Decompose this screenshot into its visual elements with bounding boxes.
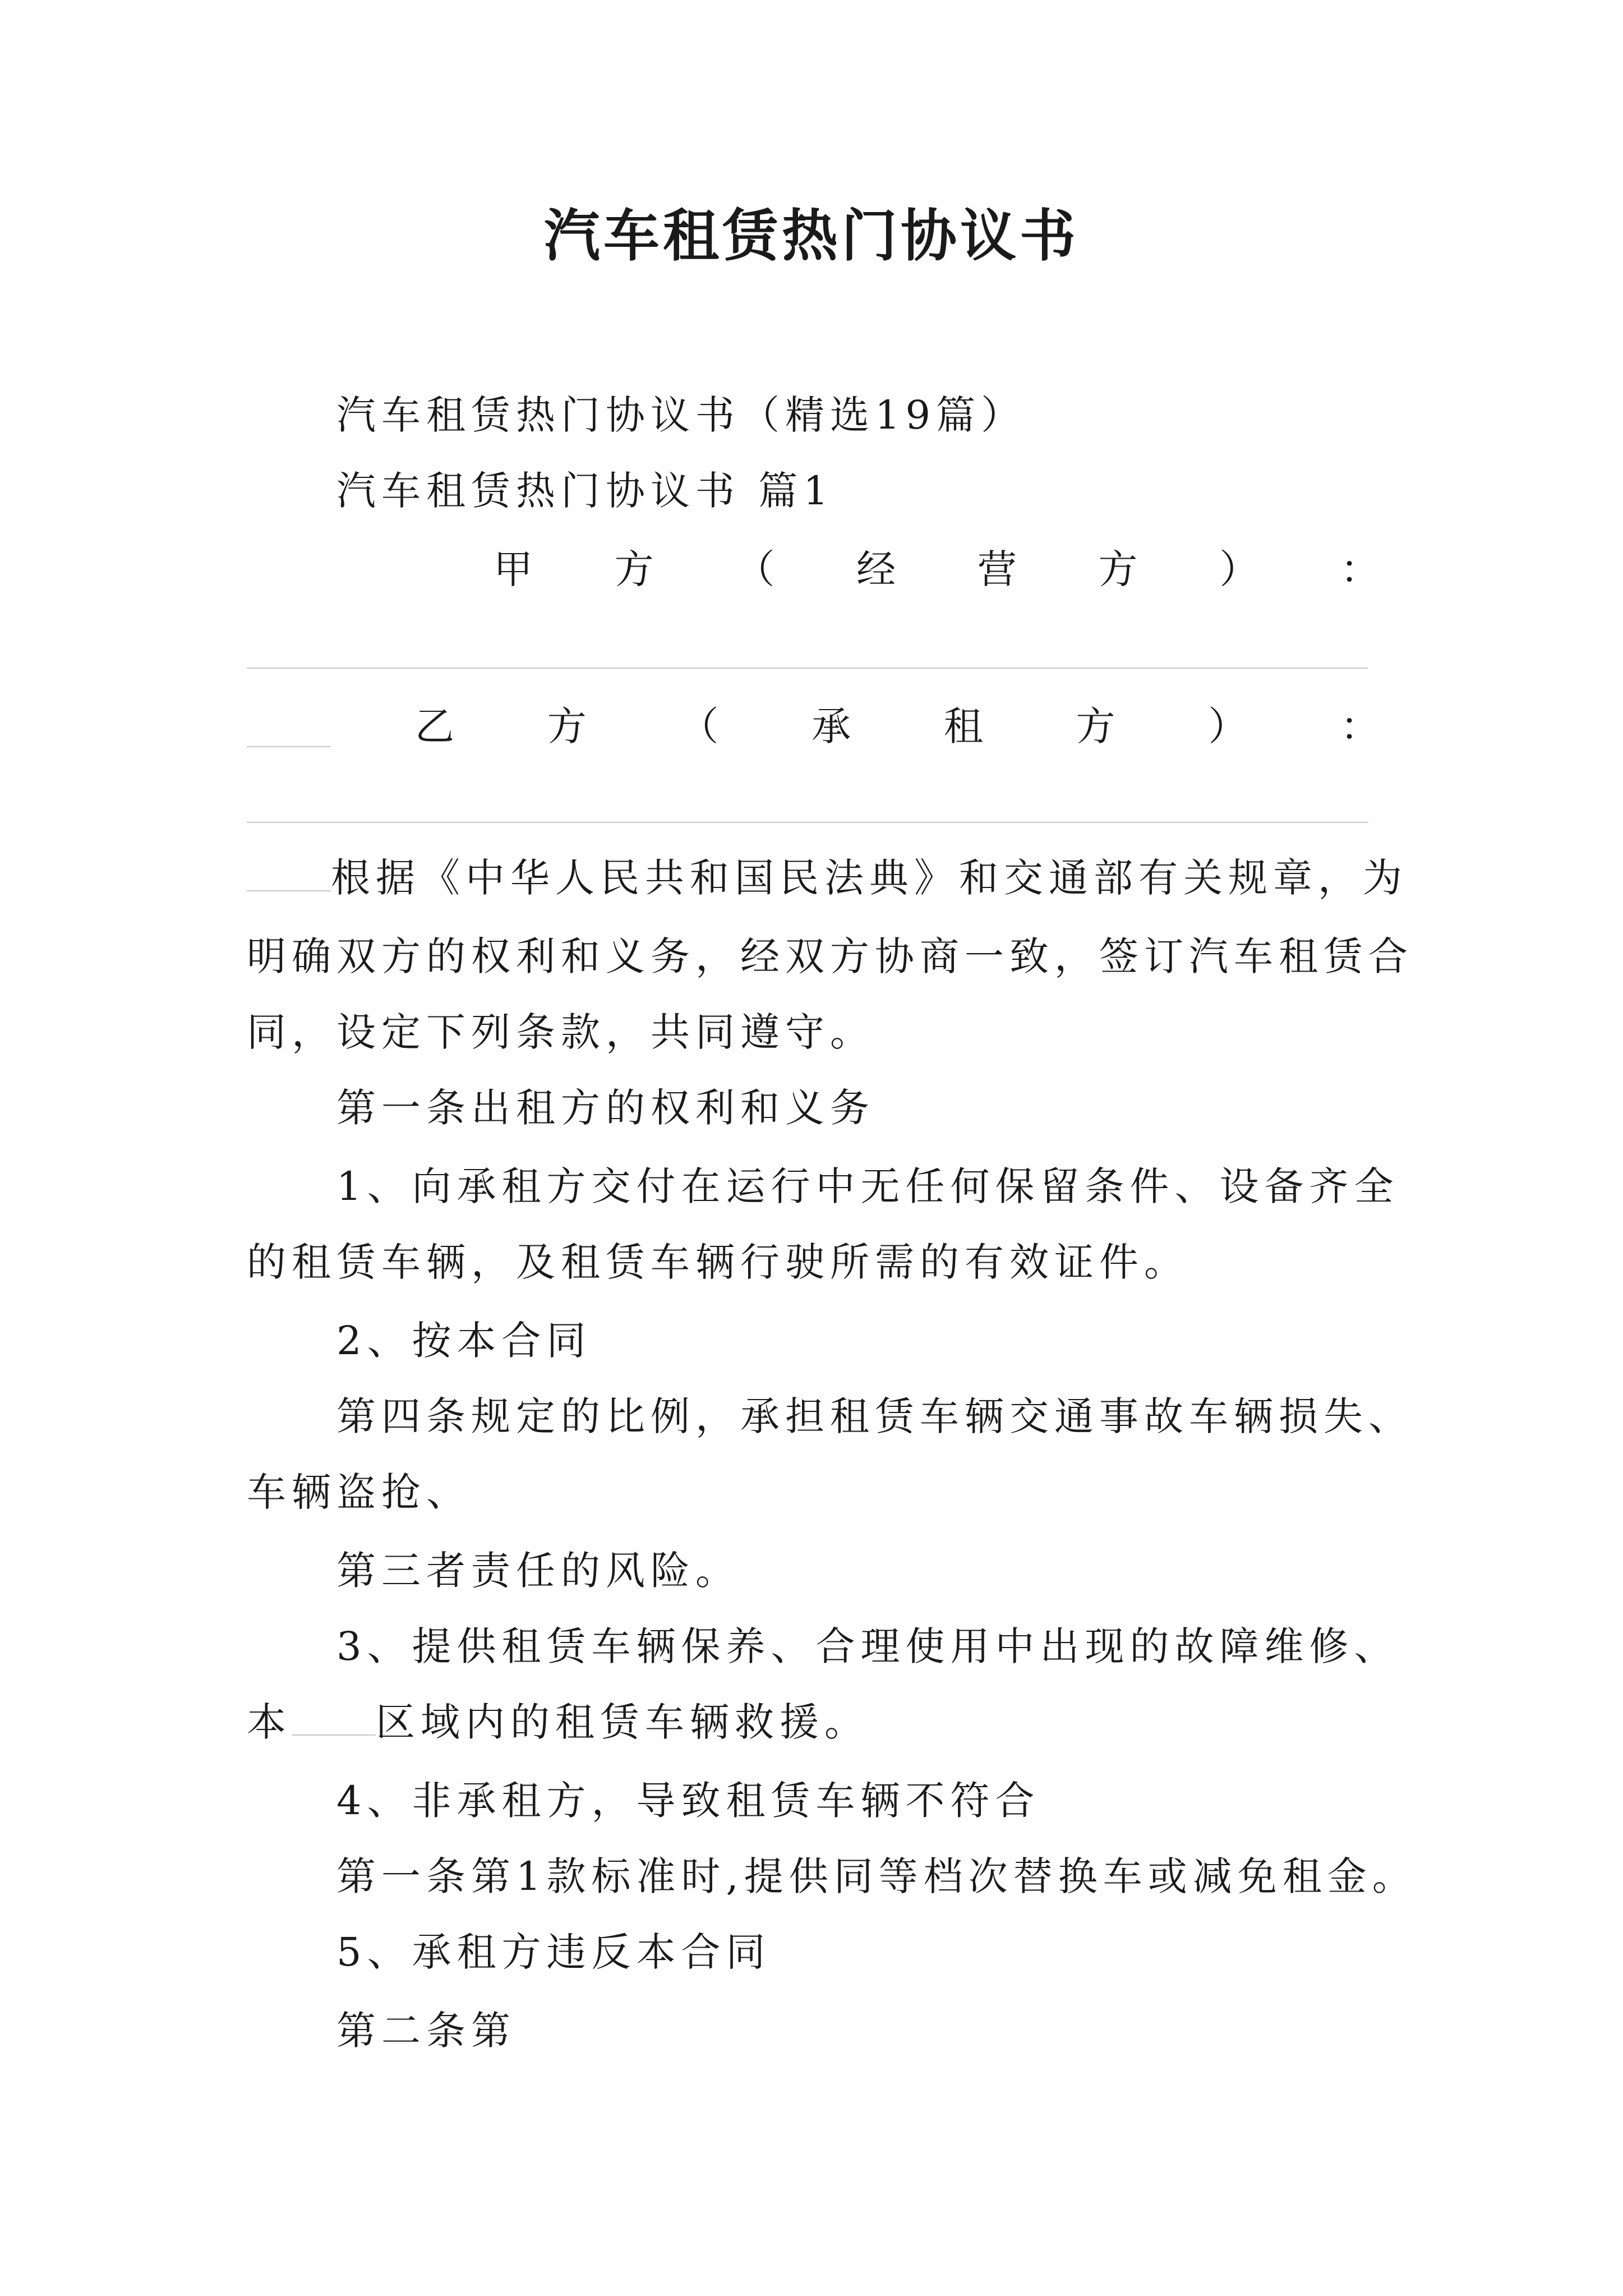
party-b-line <box>415 698 1380 754</box>
item-4-line: 第一条第1款标准时,提供同等档次替换车或减免租金。 <box>336 1853 1417 1899</box>
item-2-line: 第四条规定的比例，承担租赁车辆交通事故车辆损失、 <box>336 1393 1413 1439</box>
party-b-blank-rule <box>247 822 1368 823</box>
party-a-char: ） <box>1219 546 1259 592</box>
party-b-char: 租 <box>943 703 983 749</box>
item-1-line: 1、向承租方交付在运行中无任何保留条件、设备齐全 <box>336 1163 1399 1209</box>
intro-text: 根据《中华人民共和国民法典》和交通部有关规章，为 <box>331 855 1408 901</box>
item-3-blank <box>292 1700 376 1736</box>
item-2-line: 第三者责任的风险。 <box>336 1548 740 1594</box>
party-b-char: ： <box>1340 703 1380 749</box>
intro-paragraph-line <box>247 850 1408 906</box>
intro-paragraph-line: 同，设定下列条款，共同遵守。 <box>247 1009 875 1055</box>
item-1-line: 的租赁车辆，及租赁车辆行驶所需的有效证件。 <box>247 1239 1189 1285</box>
item-2-line: 车辆盗抢、 <box>247 1469 471 1515</box>
party-a-char: 方 <box>614 546 654 592</box>
document-subtitle: 汽车租赁热门协议书（精选19篇） <box>336 392 1026 438</box>
party-a-char: 经 <box>856 546 896 592</box>
intro-blank <box>247 855 331 891</box>
item-5-line: 5、承租方违反本合同 <box>336 1929 771 1975</box>
item-2-line: 2、按本合同 <box>336 1318 592 1364</box>
section-heading: 汽车租赁热门协议书 篇1 <box>336 468 834 514</box>
party-b-char: （ <box>679 703 719 749</box>
party-b-char: ） <box>1208 703 1248 749</box>
item-3-text: 本 <box>247 1699 292 1745</box>
party-b-char: 方 <box>1076 703 1115 749</box>
party-b-leading-rule <box>247 746 331 747</box>
document-title: 汽车租赁热门协议书 <box>544 203 1079 269</box>
party-b-char: 乙 <box>415 703 454 749</box>
item-4-line: 4、非承租方，导致租赁车辆不符合 <box>336 1778 1040 1824</box>
party-b-char: 承 <box>811 703 851 749</box>
party-b-char: 方 <box>547 703 587 749</box>
party-a-line <box>494 541 1380 597</box>
item-3-text: 区域内的租赁车辆救援。 <box>376 1699 869 1745</box>
party-a-char: 营 <box>977 546 1017 592</box>
intro-paragraph-line: 明确双方的权利和义务，经双方协商一致，签订汽车租赁合 <box>247 933 1413 979</box>
item-3-line <box>247 1694 869 1750</box>
item-5-line: 第二条第 <box>336 2008 516 2054</box>
item-3-line: 3、提供租赁车辆保养、合理使用中出现的故障维修、 <box>336 1623 1399 1669</box>
party-a-char: ： <box>1340 546 1380 592</box>
party-a-char: 方 <box>1098 546 1138 592</box>
article-heading: 第一条出租方的权利和义务 <box>336 1085 875 1131</box>
party-a-char: （ <box>735 546 775 592</box>
party-a-char: 甲 <box>494 546 533 592</box>
party-a-blank-rule <box>247 668 1368 669</box>
